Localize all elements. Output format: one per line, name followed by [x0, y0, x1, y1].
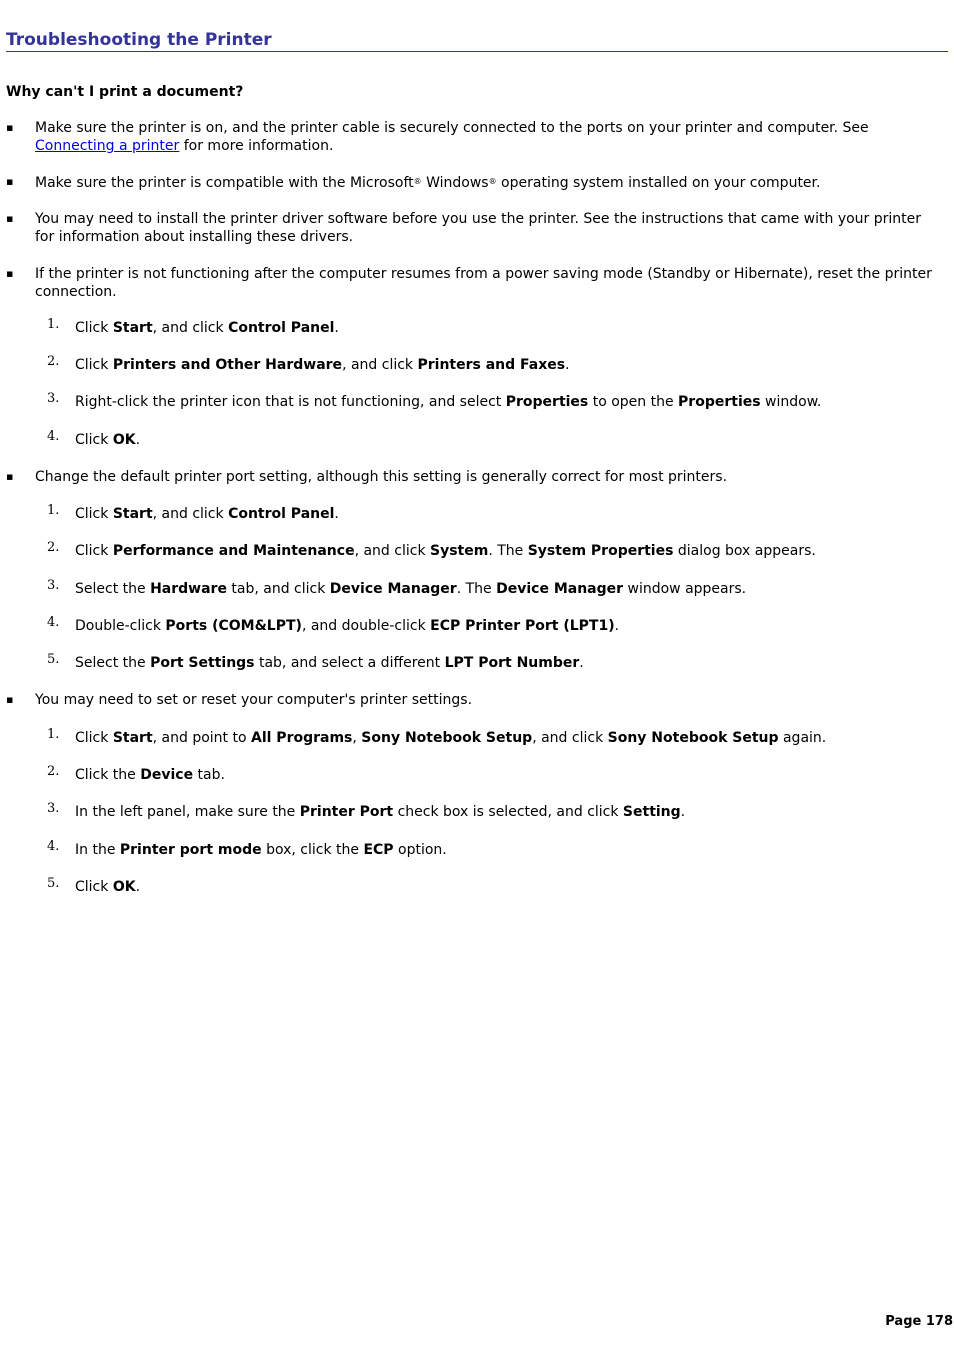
bullet-icon: ▪ — [6, 175, 14, 188]
connecting-printer-link[interactable]: Connecting a printer — [35, 138, 180, 154]
bullet-icon: ▪ — [6, 212, 14, 225]
page-number: Page 178 — [885, 1314, 953, 1329]
section-question: Why can't I print a document? — [6, 84, 244, 100]
page-title: Troubleshooting the Printer — [6, 30, 948, 52]
bullet-icon: ▪ — [6, 121, 14, 134]
bullet-icon: ▪ — [6, 470, 14, 483]
bullet-icon: ▪ — [6, 267, 14, 280]
bullet-icon: ▪ — [6, 693, 14, 706]
